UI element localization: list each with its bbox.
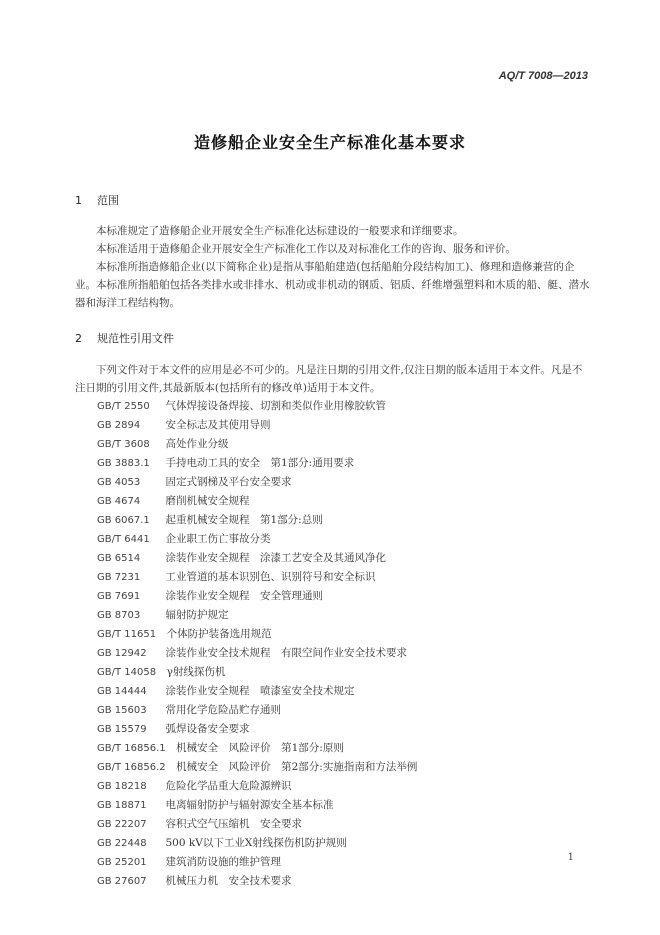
reference-item	[97, 606, 587, 625]
reference-item	[97, 530, 587, 549]
reference-code: GB 7691	[97, 591, 141, 602]
reference-item	[97, 815, 587, 834]
reference-list	[97, 397, 587, 891]
reference-code: GB 3883.1	[97, 458, 150, 469]
reference-title: 涂装作业安全规程 涂漆工艺安全及其通风净化	[165, 552, 386, 564]
reference-item	[97, 644, 587, 663]
reference-title: 容积式空气压缩机 安全要求	[165, 818, 302, 830]
reference-item	[97, 587, 587, 606]
reference-code: GB 6067.1	[97, 515, 150, 526]
reference-item	[97, 549, 587, 568]
reference-title: 个体防护装备选用规范	[166, 628, 272, 640]
reference-title: 磨削机械安全规程	[165, 495, 250, 507]
document-title: 造修船企业安全生产标准化基本要求	[193, 133, 466, 152]
reference-item	[97, 720, 587, 739]
reference-title: 弧焊设备安全要求	[165, 723, 250, 735]
reference-title: 气体焊接设备焊接、切割和类似作业用橡胶软管	[165, 400, 386, 412]
reference-title: 机械压力机 安全技术要求	[165, 875, 292, 887]
reference-title: 企业职工伤亡事故分类	[165, 533, 271, 545]
reference-title: 涂装作业安全规程 喷漆室安全技术规定	[165, 685, 355, 697]
standard-code: AQ/T 7008—2013	[498, 70, 588, 82]
reference-code: GB 2894	[97, 420, 141, 431]
section-2-number: 2	[75, 332, 82, 345]
reference-item	[97, 511, 587, 530]
reference-code: GB/T 3608	[97, 439, 150, 450]
reference-code: GB 25201	[97, 857, 147, 868]
reference-code: GB/T 16856.2	[97, 762, 166, 773]
reference-title: 涂装作业安全技术规程 有限空间作业安全技术要求	[165, 647, 407, 659]
reference-item	[97, 454, 587, 473]
reference-title: 机械安全 风险评价 第1部分:原则	[176, 742, 344, 754]
reference-code: GB 6514	[97, 553, 141, 564]
reference-item	[97, 435, 587, 454]
reference-item	[97, 834, 587, 853]
reference-code: GB 15579	[97, 724, 147, 735]
reference-title: 工业管道的基本识别色、识别符号和安全标识	[165, 571, 376, 583]
reference-title: 危险化学品重大危险源辨识	[165, 780, 292, 792]
page-number: 1	[567, 852, 574, 863]
reference-title: 起重机械安全规程 第1部分:总则	[165, 514, 323, 526]
reference-title: 电离辐射防护与辐射源安全基本标准	[165, 799, 334, 811]
reference-title: 高处作业分级	[165, 438, 229, 450]
reference-code: GB 7231	[97, 572, 141, 583]
reference-code: GB/T 14058	[97, 667, 157, 678]
section-1-paragraph-3: 本标准所指造修船企业(以下简称企业)是指从事船舶建造(包括船舶分段结构加工)、修理和造修兼营的企业。本标准所指船舶包括各类排水或非排水、机动或非机动的钢质、铝质、纤维增强塑料和木质的船、艇、潜水器和海洋工程结构物。	[75, 261, 590, 309]
reference-item	[97, 397, 587, 416]
reference-item	[97, 416, 587, 435]
reference-item	[97, 872, 587, 891]
reference-code: GB 27607	[97, 876, 147, 887]
reference-code: GB 12942	[97, 648, 147, 659]
reference-item	[97, 625, 587, 644]
reference-code: GB 14444	[97, 686, 147, 697]
reference-item	[97, 796, 587, 815]
section-1-heading	[75, 192, 119, 208]
section-1-paragraph-1: 本标准规定了造修船企业开展安全生产标准化达标建设的一般要求和详细要求。	[96, 225, 464, 237]
reference-code: GB 15603	[97, 705, 147, 716]
reference-title: 辐射防护规定	[165, 609, 229, 621]
reference-item	[97, 739, 587, 758]
reference-item	[97, 473, 587, 492]
reference-item	[97, 663, 587, 682]
reference-title: 常用化学危险品贮存通则	[165, 704, 281, 716]
reference-code: GB 18871	[97, 800, 147, 811]
reference-item	[97, 568, 587, 587]
reference-code: GB/T 11651	[97, 629, 157, 640]
reference-title: 涂装作业安全规程 安全管理通则	[165, 590, 323, 602]
reference-title: 机械安全 风险评价 第2部分:实施指南和方法举例	[176, 761, 418, 773]
reference-code: GB/T 16856.1	[97, 743, 166, 754]
reference-title: 手持电动工具的安全 第1部分:通用要求	[165, 457, 355, 469]
reference-item	[97, 701, 587, 720]
reference-item	[97, 758, 587, 777]
reference-code: GB/T 2550	[97, 401, 150, 412]
reference-code: GB/T 6441	[97, 534, 150, 545]
section-2-title: 规范性引用文件	[97, 332, 174, 345]
reference-code: GB 22448	[97, 838, 147, 849]
reference-code: GB 18218	[97, 781, 147, 792]
section-2-intro: 下列文件对于本文件的应用是必不可少的。凡是注日期的引用文件,仅注日期的版本适用于本文件。凡是不注日期的引用文件,其最新版本(包括所有的修改单)适用于本文件。	[75, 364, 583, 394]
reference-item	[97, 777, 587, 796]
reference-item	[97, 853, 587, 872]
section-1-paragraph-2: 本标准适用于造修船企业开展安全生产标准化工作以及对标准化工作的咨询、服务和评价。	[96, 243, 516, 255]
section-1-title: 范围	[97, 194, 119, 207]
reference-code: GB 4674	[97, 496, 141, 507]
reference-code: GB 8703	[97, 610, 141, 621]
section-1-number: 1	[75, 194, 82, 207]
reference-title: 固定式钢梯及平台安全要求	[165, 476, 292, 488]
reference-title: 安全标志及其使用导则	[165, 419, 271, 431]
reference-title: 500 kV以下工业X射线探伤机防护规则	[165, 837, 347, 849]
section-2-heading	[75, 330, 174, 346]
reference-code: GB 22207	[97, 819, 147, 830]
reference-item	[97, 682, 587, 701]
reference-item	[97, 492, 587, 511]
reference-title: γ射线探伤机	[166, 666, 226, 678]
reference-code: GB 4053	[97, 477, 141, 488]
reference-title: 建筑消防设施的维护管理	[165, 856, 281, 868]
